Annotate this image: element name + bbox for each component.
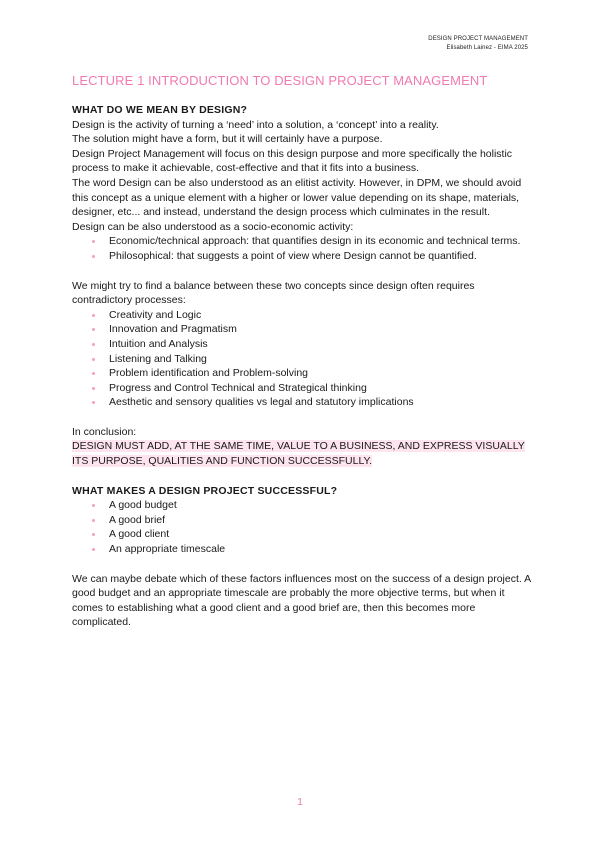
section-heading-design: WHAT DO WE MEAN BY DESIGN? (72, 104, 248, 116)
spacer (72, 557, 532, 572)
conclusion-block (72, 439, 532, 468)
spacer (72, 264, 532, 279)
document-body (72, 72, 532, 630)
list-item (109, 337, 532, 352)
page-number: 1 (297, 796, 303, 808)
bullet-icon (92, 314, 95, 317)
section-heading-success: WHAT MAKES A DESIGN PROJECT SUCCESSFUL? (72, 484, 338, 497)
conclusion-highlight: DESIGN MUST ADD, AT THE SAME TIME, VALUE TO A BUSINESS, AND EXPRESS VISUALLY ITS PURPOSE, QUALITIES AND FUNCTION SUCCESSFULLY. (72, 440, 525, 468)
list-item-text: Economic/technical approach: that quantifies design in its economic and technical terms. (109, 235, 521, 248)
list-item (109, 527, 532, 542)
list-item-text: Philosophical: that suggests a point of view where Design cannot be quantified. (109, 249, 477, 262)
approaches-list (72, 234, 532, 263)
list-item (109, 234, 532, 249)
list-item-text: Innovation and Pragmatism (109, 323, 237, 336)
list-item (109, 308, 532, 323)
bullet-icon (92, 372, 95, 375)
lecture-title: LECTURE 1 INTRODUCTION TO DESIGN PROJECT MANAGEMENT (72, 73, 488, 88)
list-item (109, 249, 532, 264)
factors-list (72, 498, 532, 556)
header-author: Elisabeth Lainez - EIMA 2025 (446, 45, 528, 51)
bullet-icon (92, 387, 95, 390)
bullet-icon (92, 343, 95, 346)
list-item-text: Aesthetic and sensory qualities vs legal and statutory implications (109, 396, 414, 409)
list-item-text: An appropriate timescale (109, 543, 226, 556)
bullet-icon (92, 504, 95, 507)
list-item-text: Progress and Control Technical and Strategical thinking (109, 381, 367, 394)
conclusion-label: In conclusion: (72, 425, 137, 438)
list-item-text: Intuition and Analysis (109, 337, 208, 350)
paragraph: Design is the activity of turning a ‘need’ into a solution, a ‘concept’ into a reality. (72, 118, 439, 131)
list-item-text: A good client (109, 528, 170, 541)
spacer (72, 469, 532, 484)
list-item (109, 352, 532, 367)
paragraph: The solution might have a form, but it will certainly have a purpose. (72, 133, 383, 146)
list-item (109, 366, 532, 381)
list-item-text: A good brief (109, 513, 166, 526)
list-item (109, 381, 532, 396)
list-item (109, 542, 532, 557)
list-item (109, 513, 532, 528)
bullet-icon (92, 358, 95, 361)
bullet-icon (92, 255, 95, 258)
bullet-icon (92, 519, 95, 522)
list-item (109, 322, 532, 337)
bullet-icon (92, 533, 95, 536)
paragraph: The word Design can be also understood as an elitist activity. However, in DPM, we should avoid this concept as a unique element with a higher or lower value depending on its shape, materials, designer, etc... and instead, understand the design process which culminates in the result. (72, 176, 522, 219)
bullet-icon (92, 240, 95, 243)
bullet-icon (92, 328, 95, 331)
list-item-text: Listening and Talking (109, 352, 207, 365)
processes-list (72, 308, 532, 410)
paragraph: Design can be also understood as a socio-economic activity: (72, 220, 354, 233)
header-course-title: DESIGN PROJECT MANAGEMENT (428, 36, 528, 42)
paragraph: We might try to find a balance between these two concepts since design often requires contradictory processes: (72, 279, 475, 307)
list-item-text: Creativity and Logic (109, 308, 202, 321)
list-item (109, 498, 532, 513)
bullet-icon (92, 401, 95, 404)
bullet-icon (92, 548, 95, 551)
list-item-text: Problem identification and Problem-solving (109, 367, 309, 380)
running-header (428, 35, 528, 53)
spacer (72, 410, 532, 425)
list-item (109, 395, 532, 410)
list-item-text: A good budget (109, 499, 177, 512)
paragraph: Design Project Management will focus on this design purpose and more specifically the holistic process to make it achievable, cost-effective and that it fits into a business. (72, 147, 513, 175)
paragraph: We can maybe debate which of these factors influences most on the success of a design project. A good budget and an appropriate timescale are probably the more objective terms, but when it comes to establishing what a good client and a good brief are, then this becomes more complicated. (72, 572, 531, 629)
